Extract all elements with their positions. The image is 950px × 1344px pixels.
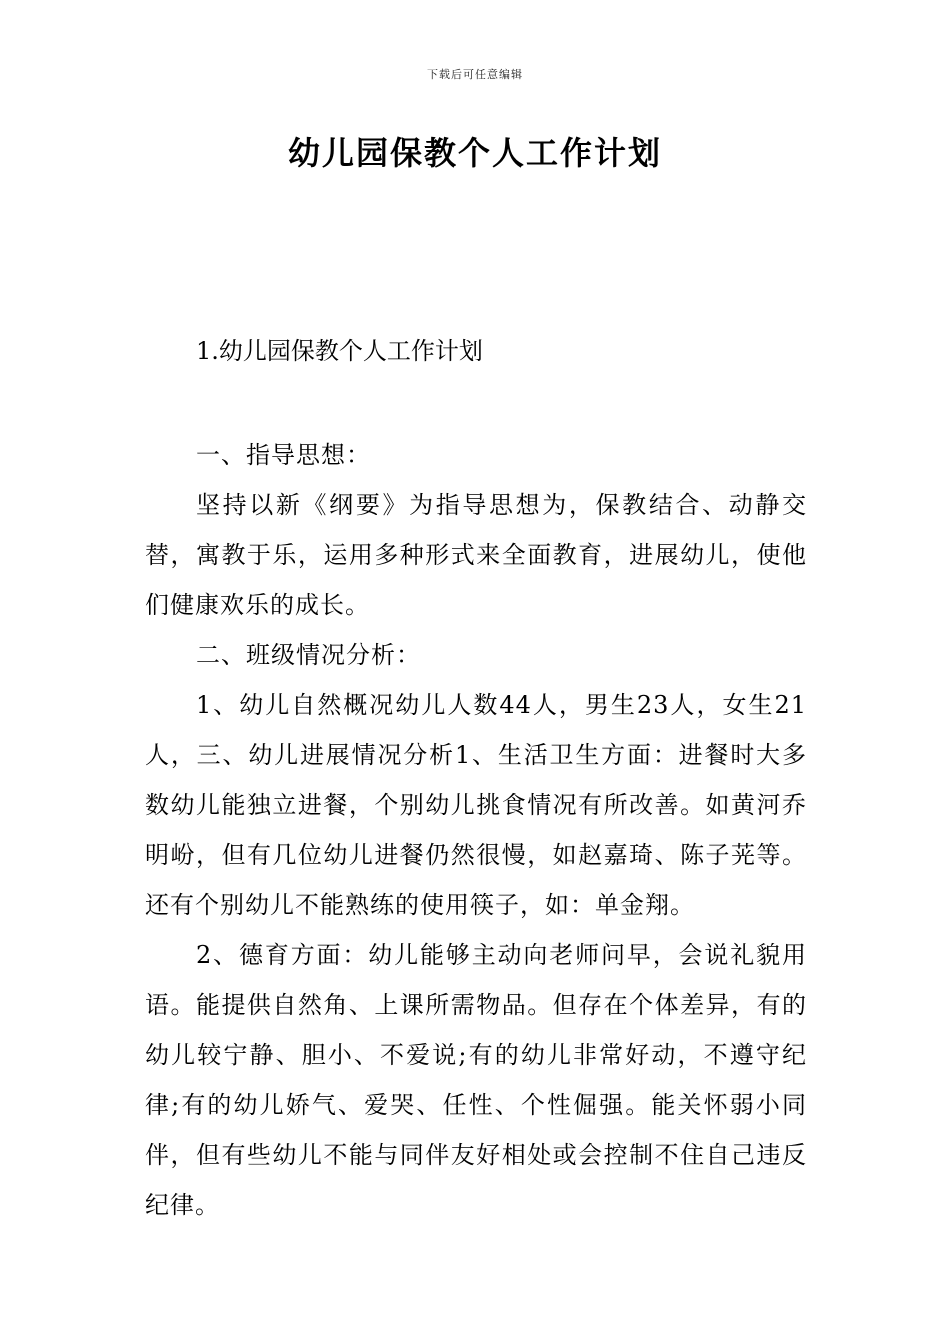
section-subtitle: 1.幼儿园保教个人工作计划 bbox=[196, 337, 483, 365]
paragraph-guiding-text: 坚持以新《纲要》为指导思想为，保教结合、动静交替，寓教于乐，运用多种形式来全面教育，进展幼儿，使他们健康欢乐的成长。 bbox=[145, 491, 807, 619]
document-title: 幼儿园保教个人工作计划 bbox=[287, 134, 662, 172]
paragraph-class-heading: 二、班级情况分析： bbox=[196, 641, 421, 669]
document-body bbox=[145, 430, 807, 1230]
paragraph-class-overview: 1、幼儿自然概况幼儿人数44人，男生23人，女生21人，三、幼儿进展情况分析1、生活卫生方面：进餐时大多数幼儿能独立进餐，个别幼儿挑食情况有所改善。如黄河乔明岎，但有几位幼儿进餐仍然很慢，如赵嘉琦、陈子茪等。还有个别幼儿不能熟练的使用筷子，如：单金翔。 bbox=[145, 691, 807, 919]
header-note: 下载后可任意编辑 bbox=[427, 68, 523, 81]
paragraph-moral-education: 2、德育方面：幼儿能够主动向老师问早，会说礼貌用语。能提供自然角、上课所需物品。但存在个体差异，有的幼儿较宁静、胆小、不爱说;有的幼儿非常好动，不遵守纪律;有的幼儿娇气、爱哭、任性、个性倔强。能关怀弱小同伴，但有些幼儿不能与同伴友好相处或会控制不住自己违反纪律。 bbox=[145, 941, 807, 1219]
paragraph-guiding-heading: 一、指导思想： bbox=[196, 441, 371, 469]
